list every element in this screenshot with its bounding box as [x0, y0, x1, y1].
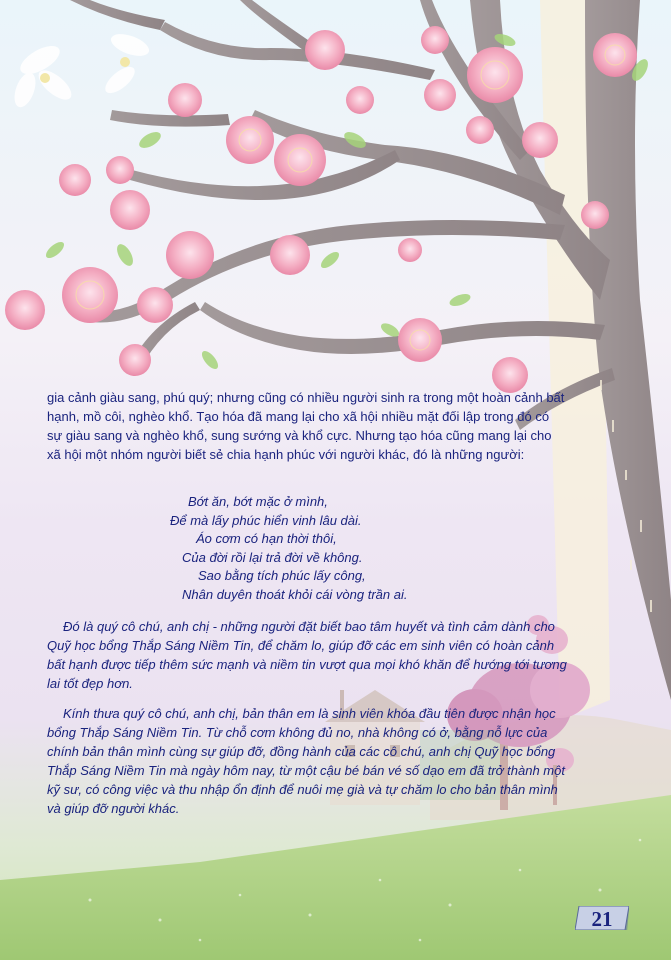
grass-field	[0, 795, 671, 960]
gratitude-paragraph: Đó là quý cô chú, anh chị - những người đặt biết bao tâm huyết và tình cảm dành cho Quỹ học bổng Thắp Sáng Niềm Tin, để chăm lo, giúp đỡ các em sinh viên có hoàn cảnh bất hạnh được tiếp thêm sức mạnh và niềm tin vượt qua mọi khó khăn để hướng tới tương lai tốt đẹp hơn.	[47, 619, 567, 691]
testimony-paragraph: Kính thưa quý cô chú, anh chị, bản thân em là sinh viên khóa đầu tiên được nhận học bổng Thắp Sáng Niềm Tin. Từ chỗ cơm không đủ no, nhà không có ở, bằng nỗ lực của chính bản thân mình cùng sự giúp đỡ, đồng hành của các cô chú, anh chị Quỹ học bổng Thắp Sáng Niềm Tin mà ngày hôm nay, từ một cậu bé bán vé số dạo em đã trở thành một kỹ sư, có công việc và thu nhập ổn định để nuôi mẹ già và tự chăm lo cho bản thân mình và giúp đỡ người khác.	[47, 706, 565, 816]
page-number: 21	[591, 907, 613, 931]
poem-line-6: Nhân duyên thoát khỏi cái vòng trần ai.	[182, 586, 408, 602]
poem-line-4: Của đời rồi lại trả đời về không.	[182, 549, 363, 565]
intro-paragraph: gia cảnh giàu sang, phú quý; nhưng cũng có nhiều người sinh ra trong một hoàn cảnh bất hạnh, mồ côi, nghèo khổ. Tạo hóa đã mang lại cho xã hội nhiều mặt đối lập trong đó có sự giàu sang và nghèo khổ, sung sướng và khổ cực. Nhưng tạo hóa cũng mang lại cho xã hội một nhóm người biết sẻ chia hạnh phúc với người khác, đó là những người:	[47, 390, 565, 462]
poem-line-5: Sao bằng tích phúc lấy công,	[198, 568, 366, 583]
poem-line-2: Để mà lấy phúc hiển vinh lâu dài.	[170, 512, 362, 528]
page-number-badge	[575, 906, 629, 930]
poem-line-3: Áo cơm có hạn thời thôi,	[196, 531, 337, 546]
poem	[150, 493, 480, 604]
poem-line-1: Bớt ăn, bớt mặc ở mình,	[188, 494, 328, 509]
lily-flowers	[10, 30, 151, 110]
